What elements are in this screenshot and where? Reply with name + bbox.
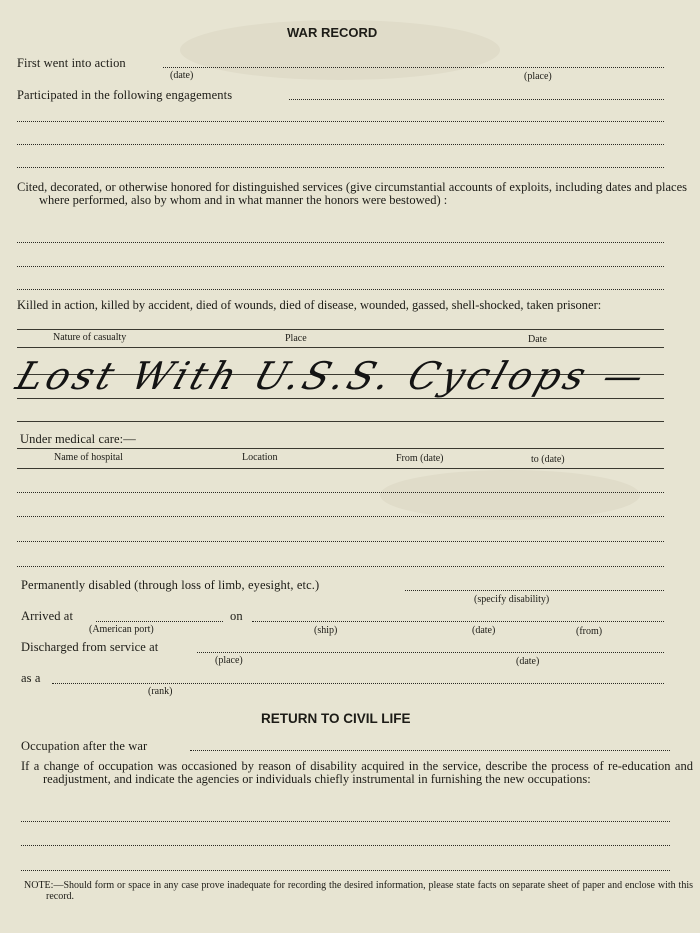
casualty-col-nature: Nature of casualty: [53, 332, 127, 343]
citations-line-1[interactable]: [17, 242, 664, 243]
medical-col-location: Location: [242, 452, 278, 463]
disabled-caption: (specify disability): [474, 594, 550, 605]
disabled-label: Permanently disabled (through loss of limb, eyesight, etc.): [21, 578, 320, 592]
medical-line-5[interactable]: [17, 566, 664, 567]
arrived-date-caption: (date): [472, 625, 496, 636]
engagements-label: Participated in the following engagements: [17, 88, 233, 102]
casualty-line-4[interactable]: [17, 421, 664, 422]
arrived-ship-caption: (ship): [314, 625, 338, 636]
citations-line-3[interactable]: [17, 289, 664, 290]
rank-line[interactable]: [52, 683, 664, 684]
disabled-line[interactable]: [405, 590, 664, 591]
medical-col-hospital: Name of hospital: [54, 452, 123, 463]
medical-col-from: From (date): [396, 453, 444, 464]
arrived-label: Arrived at: [21, 609, 74, 623]
engagements-line-2[interactable]: [17, 121, 664, 122]
action-label: First went into action: [17, 56, 126, 70]
discharged-line[interactable]: [197, 652, 664, 653]
medical-line-3[interactable]: [17, 516, 664, 517]
medical-line-2[interactable]: [17, 492, 664, 493]
rank-caption: (rank): [148, 686, 173, 697]
medical-label: Under medical care:—: [20, 432, 136, 446]
medical-header-rule: [17, 448, 664, 449]
note-text: NOTE:—Should form or space in any case prove inadequate for recording the desired information, please state facts on separate sheet of paper and enclose with this record.: [24, 880, 693, 902]
civil-line-2[interactable]: [21, 845, 670, 846]
action-line[interactable]: [163, 67, 664, 68]
discharged-date-caption: (date): [516, 656, 540, 667]
discharged-place-caption: (place): [215, 655, 243, 666]
medical-col-to: to (date): [531, 454, 565, 465]
discharged-label: Discharged from service at: [21, 640, 159, 654]
casualty-line-3[interactable]: [17, 398, 664, 399]
form-title: WAR RECORD: [287, 25, 378, 40]
arrived-ship-line[interactable]: [252, 621, 664, 622]
arrived-on-label: on: [230, 609, 243, 623]
handwritten-casualty-entry: Lost With U.S.S. Cyclops —: [10, 354, 654, 398]
occupation-label: Occupation after the war: [21, 739, 148, 753]
action-date-caption: (date): [170, 70, 194, 81]
civil-heading: RETURN TO CIVIL LIFE: [261, 711, 411, 726]
casualty-line-1[interactable]: [17, 347, 664, 348]
medical-line-1[interactable]: [17, 468, 664, 469]
change-occupation-text: If a change of occupation was occasioned by reason of disability acquired in the service, describe the process of re-education and readjustment, and indicate the agencies or individuals chiefly instrumental in furnishing the new occupations:: [21, 759, 693, 786]
casualty-text: Killed in action, killed by accident, died of wounds, died of disease, wounded, gassed, shell-shocked, taken prisoner:: [17, 298, 602, 312]
occupation-line[interactable]: [190, 750, 670, 751]
engagements-line-4[interactable]: [17, 167, 664, 168]
casualty-col-place: Place: [285, 333, 307, 344]
engagements-line-3[interactable]: [17, 144, 664, 145]
as-a-label: as a: [21, 671, 41, 685]
civil-line-3[interactable]: [21, 870, 670, 871]
civil-line-1[interactable]: [21, 821, 670, 822]
casualty-header-rule: [17, 329, 664, 330]
citations-text: Cited, decorated, or otherwise honored for distinguished services (give circumstantial accounts of exploits, including dates and places where performed, also by whom and in what manner the honors were bestowed) :: [17, 180, 687, 207]
citations-line-2[interactable]: [17, 266, 664, 267]
arrived-port-caption: (American port): [89, 624, 154, 635]
paper-stain: [380, 470, 640, 520]
arrived-port-line[interactable]: [96, 621, 223, 622]
casualty-col-date: Date: [528, 334, 547, 345]
engagements-line-1[interactable]: [289, 99, 664, 100]
arrived-from-caption: (from): [576, 626, 603, 637]
medical-line-4[interactable]: [17, 541, 664, 542]
action-place-caption: (place): [524, 71, 552, 82]
